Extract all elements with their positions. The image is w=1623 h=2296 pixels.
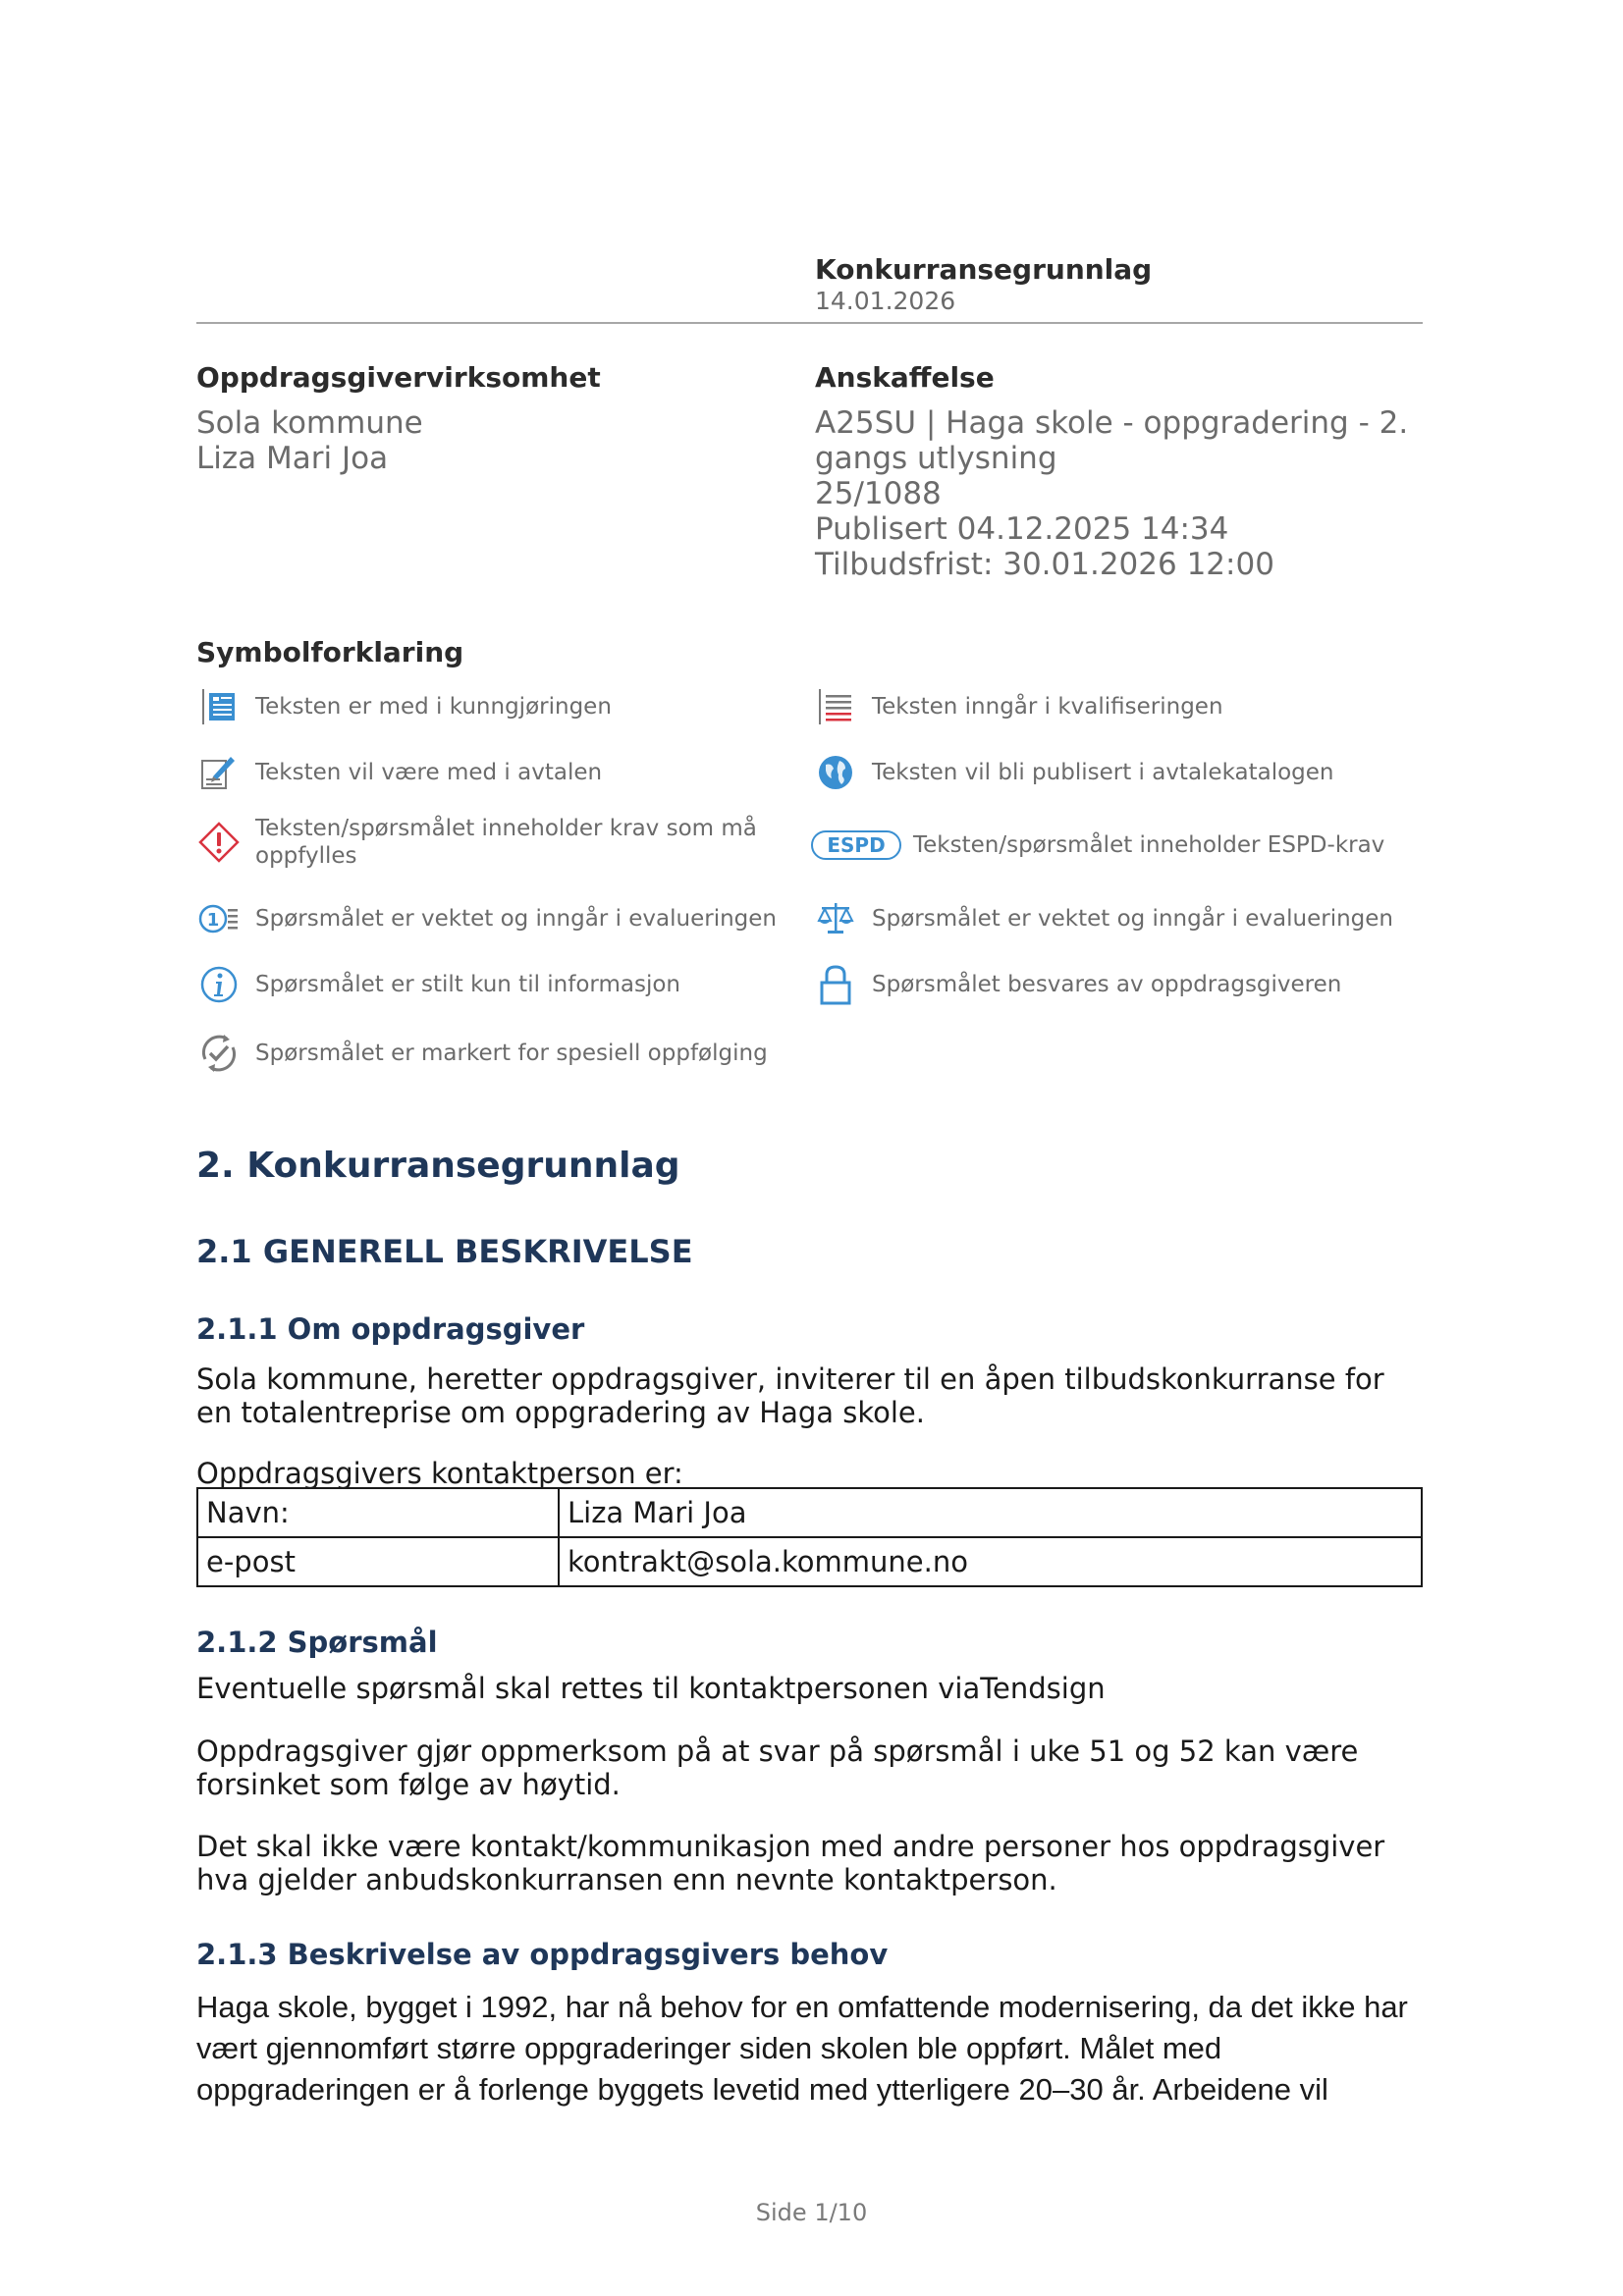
client-title: Oppdragsgivervirksomhet — [196, 361, 601, 394]
table-row — [197, 1488, 1422, 1537]
client-org: Sola kommune — [196, 405, 423, 441]
legend-item-announcement — [196, 684, 612, 729]
espd-badge-label: ESPD — [811, 830, 900, 860]
procurement-title: Anskaffelse — [815, 361, 995, 394]
document-type-title: Konkurransegrunnlag — [815, 253, 1153, 286]
table-row — [197, 1537, 1422, 1586]
heading-needs-description: 2.1.3 Beskrivelse av oppdragsgivers behov — [196, 1938, 889, 1971]
announcement-icon — [196, 684, 242, 729]
legend-item-espd — [813, 823, 1384, 868]
table-cell-key: e-post — [197, 1537, 559, 1586]
legend-item-info — [196, 962, 680, 1007]
procurement-deadline: Tilbudsfrist: 30.01.2026 12:00 — [815, 547, 1274, 582]
table-cell-value: kontrakt@sola.kommune.no — [559, 1537, 1422, 1586]
espd-badge-icon — [813, 823, 899, 868]
legend-text: Teksten inngår i kvalifiseringen — [872, 694, 1223, 720]
scales-icon — [813, 896, 858, 941]
document-date: 14.01.2026 — [815, 287, 956, 315]
client-block — [196, 358, 785, 476]
client-person: Liza Mari Joa — [196, 441, 389, 476]
legend-item-requirement — [196, 815, 785, 870]
legend-text: Teksten/spørsmålet inneholder ESPD-krav — [913, 832, 1385, 858]
legend-text: Spørsmålet er vektet og inngår i evalueringen — [255, 906, 777, 932]
legend-text: Teksten vil bli publisert i avtalekatalogen — [872, 760, 1334, 785]
legend-item-weighted-scales — [813, 896, 1393, 941]
page-number: Side 1/10 — [755, 2199, 868, 2226]
paragraph: Oppdragsgivers kontaktperson er: — [196, 1457, 683, 1490]
legend-text: Spørsmålet er markert for spesiell oppfølging — [255, 1041, 768, 1066]
svg-text:1: 1 — [206, 910, 220, 931]
legend-text: Teksten/spørsmålet inneholder krav som må oppfylles — [255, 816, 757, 869]
heading-about-client: 2.1.1 Om oppdragsgiver — [196, 1312, 585, 1346]
procurement-line: A25SU | Haga skole - oppgradering - 2. — [815, 405, 1409, 441]
globe-icon — [813, 750, 858, 795]
legend-text: Spørsmålet besvares av oppdragsgiveren — [872, 972, 1342, 997]
legend-item-qualification — [813, 684, 1223, 729]
followup-check-icon — [196, 1031, 242, 1076]
legend-item-weighted — [196, 896, 777, 941]
section-heading: 2. Konkurransegrunnlag — [196, 1146, 680, 1186]
legend-item-contract — [196, 750, 602, 795]
legend-item-lock — [813, 962, 1341, 1007]
header-divider — [196, 322, 1423, 324]
legend-text: Teksten er med i kunngjøringen — [255, 694, 612, 720]
legend-item-followup — [196, 1031, 768, 1076]
procurement-line: gangs utlysning — [815, 441, 1057, 476]
legend-text: Spørsmålet er stilt kun til informasjon — [255, 972, 681, 997]
qualification-icon — [813, 684, 858, 729]
procurement-published: Publisert 04.12.2025 14:34 — [815, 511, 1229, 547]
paragraph: Sola kommune, heretter oppdragsgiver, inviterer til en åpen tilbudskonkurranse for en totalentreprise om oppgradering av Haga skole. — [196, 1362, 1384, 1429]
warning-icon — [196, 820, 242, 865]
paragraph: Det skal ikke være kontakt/kommunikasjon med andre personer hos oppdragsgiver hva gjelder anbudskonkurransen enn nevnte kontaktperson. — [196, 1830, 1385, 1896]
legend-title: Symbolforklaring — [196, 636, 464, 668]
weighted-list-icon — [196, 896, 242, 941]
legend-text: Spørsmålet er vektet og inngår i evalueringen — [872, 906, 1393, 932]
contact-table — [196, 1487, 1423, 1587]
table-cell-value: Liza Mari Joa — [559, 1488, 1422, 1537]
legend-text: Teksten vil være med i avtalen — [255, 760, 603, 785]
legend-item-catalogue — [813, 750, 1334, 795]
heading-questions: 2.1.2 Spørsmål — [196, 1626, 438, 1659]
subsection-heading: 2.1 GENERELL BESKRIVELSE — [196, 1233, 693, 1270]
paragraph: Haga skole, bygget i 1992, har nå behov for en omfattende modernisering, da det ikke har vært gjennomført større oppgraderinger siden skolen ble oppført. Målet med oppgraderingen er å forlenge byggets levetid med ytterligere 20–30 år. Arbeidene vil — [196, 1990, 1408, 2107]
document-header — [815, 253, 1152, 316]
contract-pen-icon — [196, 750, 242, 795]
lock-icon — [813, 962, 858, 1007]
procurement-block — [815, 358, 1423, 582]
info-icon — [196, 962, 242, 1007]
paragraph: Eventuelle spørsmål skal rettes til kontaktpersonen viaTendsign — [196, 1672, 1106, 1705]
paragraph: Oppdragsgiver gjør oppmerksom på at svar på spørsmål i uke 51 og 52 kan være forsinket som følge av høytid. — [196, 1735, 1359, 1801]
procurement-case-number: 25/1088 — [815, 476, 942, 511]
table-cell-key: Navn: — [197, 1488, 559, 1537]
